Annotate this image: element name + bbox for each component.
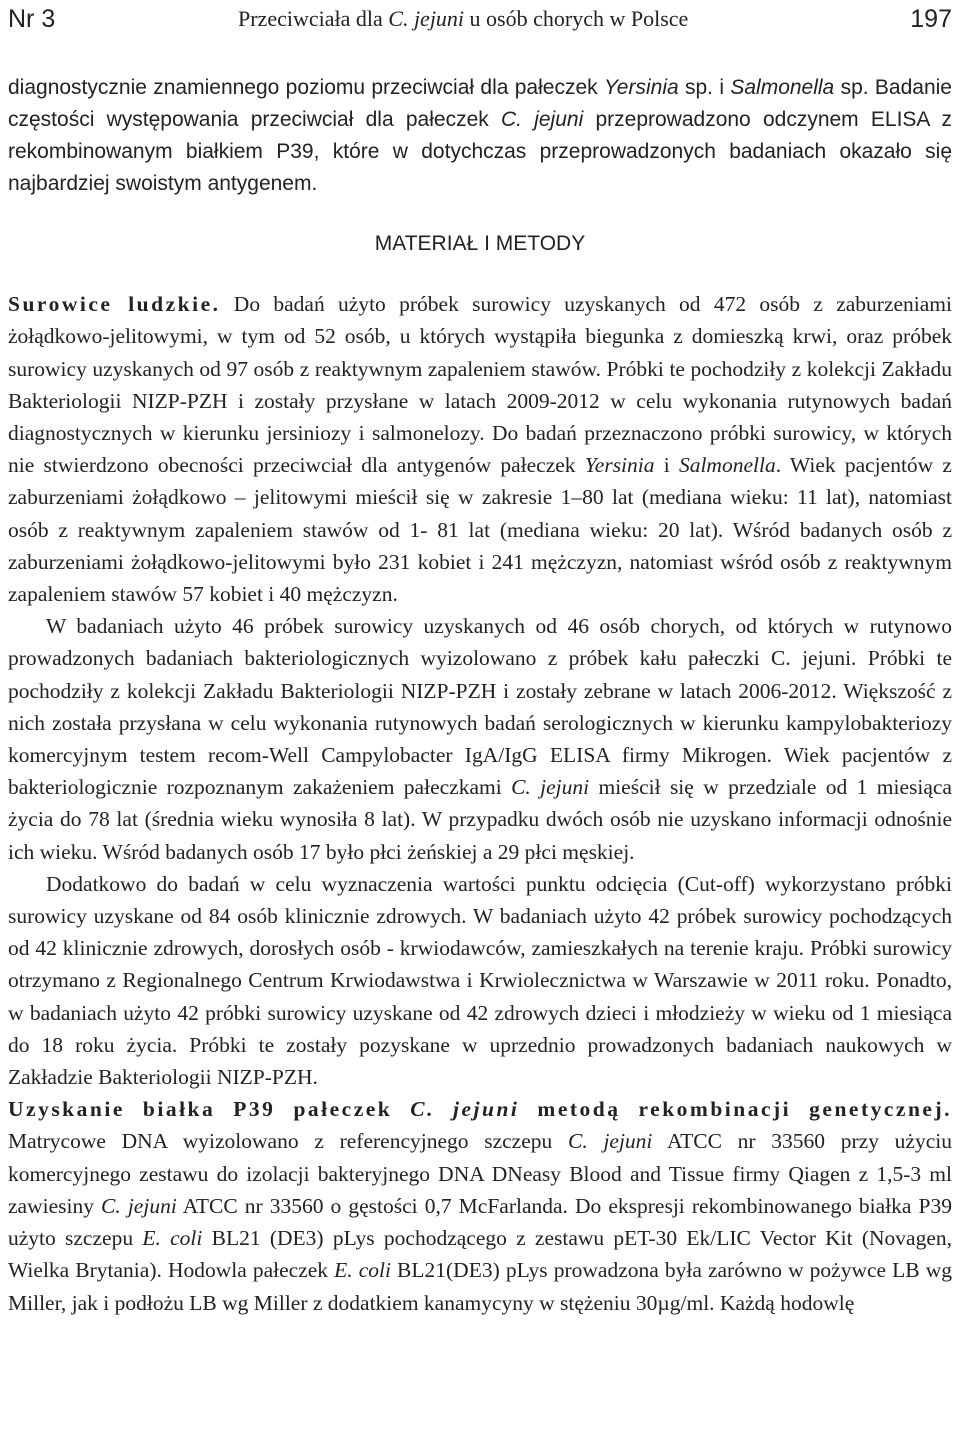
journal-issue-label: Nr 3 [8,5,56,33]
subsection-heading: Surowice ludzkie. [8,292,221,317]
document-page [8,0,953,1315]
running-title: Przeciwciała dla C. jejuni u osób chorych w Polsce [238,6,689,31]
section-heading: MATERIAŁ I METODY [374,232,586,255]
paragraph-p39-protein: Uzyskanie białka P39 pałeczek C. jejuni metodą rekombinacji genetycznej. Matrycowe DNA wyizolowano z referencyjnego szczepu C. jejuni ATCC nr 33560 przy użyciu komercyjnego zestawu do izolacji bakteryjnego DNA DNeasy Blood and Tissue firmy Qiagen z 1,5-3 ml zawiesiny C. jejuni ATCC nr 33560 o gęstości 0,7 McFarlanda. Do ekspresji rekombinowanego białka P39 użyto szczepu E. coli BL21 (DE3) pLys pochodzącego z zestawu pET-30 Ek/LIC Vector Kit (Novagen, Wielka Brytania). Hodowla pałeczek E. coli BL21(DE3) pLys prowadzona była zarówno w pożywce LB wg Miller, jak i podłożu LB wg Miller z dodatkiem kanamycyny w stężeniu 30µg/ml. Każdą hodowlę [8,1097,953,1315]
article-body [8,72,952,1319]
intro-paragraph: diagnostycznie znamiennego poziomu przeciwciał dla pałeczek Yersinia sp. i Salmonella sp. Badanie częstości występowania przeciwciał dla pałeczek C. jejuni przeprowadzono odczynem ELISA z rekombinowanym białkiem P39, które w dotychczas przeprowadzonych badaniach okazało się najbardziej swoistym antygenem. [8,76,952,195]
paragraph-patients: W badaniach użyto 46 próbek surowicy uzyskanych od 46 osób chorych, od których w rutynowo prowadzonych badaniach bakteriologicznych wyizolowano z próbek kału pałeczki C. jejuni. Próbki te pochodziły z kolekcji Zakładu Bakteriologii NIZP-PZH i zostały zebrane w latach 2006-2012. Większość z nich została przysłana w celu wykonania rutynowych badań serologicznych w kierunku kampylobakteriozy komercyjnym testem recom-Well Campylobacter IgA/IgG ELISA firmy Mikrogen. Wiek pacjentów z bakteriologicznie rozpoznanym zakażeniem pałeczkami C. jejuni mieścił się w przedziale od 1 miesiąca życia do 78 lat (średnia wieku wynosiła 8 lat). W przypadku dwóch osób nie uzyskano informacji odnośnie ich wieku. Wśród badanych osób 17 było płci żeńskiej a 29 płci męskiej. [8,614,952,864]
paragraph-controls: Dodatkowo do badań w celu wyznaczenia wartości punktu odcięcia (Cut-off) wykorzystano próbki surowicy uzyskane od 84 osób klinicznie zdrowych. W badaniach użyto 42 próbek surowicy pochodzących od 42 klinicznie zdrowych, dorosłych osób - krwiodawców, zamieszkałych na terenie kraju. Próbki surowicy otrzymano z Regionalnego Centrum Krwiodawstwa i Krwiolecznictwa w Warszawie w 2011 roku. Ponadto, w badaniach użyto 42 próbki surowicy uzyskane od 42 zdrowych dzieci i młodzieży w wieku od 1 miesiąca do 18 roku życia. Próbki te zostały pozyskane w uprzednio prowadzonych badaniach naukowych w Zakładzie Bakteriologii NIZP-PZH. [8,871,952,1090]
paragraph-human-sera: Surowice ludzkie. Do badań użyto próbek surowicy uzyskanych od 472 osób z zaburzeniami żołądkowo-jelitowymi, w tym od 52 osób, u których wystąpiła biegunka z domieszką krwi, oraz próbek surowicy uzyskanych od 97 osób z reaktywnym zapaleniem stawów. Próbki te pochodziły z kolekcji Zakładu Bakteriologii NIZP-PZH i zostały przysłane w latach 2009-2012 w celu wykonania rutynowych badań diagnostycznych w kierunku jersiniozy i salmonelozy. Do badań przeznaczono próbki surowicy, w których nie stwierdzono obecności przeciwciał dla antygenów pałeczek Yersinia i Salmonella. Wiek pacjentów z zaburzeniami żołądkowo – jelitowymi mieścił się w zakresie 1–80 lat (mediana wieku: 11 lat), natomiast osób z reaktywnym zapaleniem stawów od 1- 81 lat (mediana wieku: 20 lat). Wśród badanych osób z zaburzeniami żołądkowo-jelitowymi było 231 kobiet i 241 mężczyzn, natomiast wśród osób z reaktywnym zapaleniem stawów 57 kobiet i 40 mężczyzn. [8,292,952,607]
running-header [8,0,952,50]
subsection-heading: Uzyskanie białka P39 pałeczek C. jejuni metodą rekombinacji genetycznej. [8,1097,953,1122]
page-number: 197 [910,5,952,33]
